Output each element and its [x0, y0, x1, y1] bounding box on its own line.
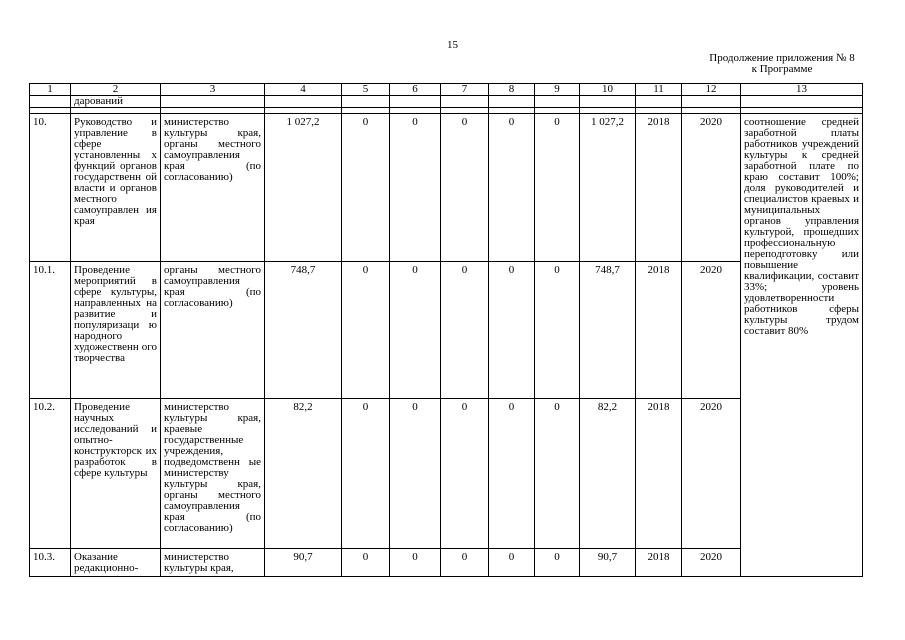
table-row: [30, 399, 863, 549]
value-cell: 0: [390, 262, 441, 399]
total-cell: 748,7: [265, 262, 342, 399]
column-header: 6: [390, 84, 441, 96]
measure-name: Проведение научных исследований и опытно-конструкторск их разработок в сфере культуры: [71, 399, 161, 549]
value-cell: 0: [535, 262, 580, 399]
value-cell: 0: [489, 262, 535, 399]
column-header: 4: [265, 84, 342, 96]
column-header: 5: [342, 84, 390, 96]
value-cell: 0: [390, 399, 441, 549]
value-cell: 0: [535, 114, 580, 262]
value-cell: 0: [535, 549, 580, 577]
value-cell: 0: [390, 114, 441, 262]
measure-name: Руководство и управление в сфере установленны х функций органов государственн ой власти и органов местного самоуправлен ия края: [71, 114, 161, 262]
value-cell: 0: [441, 549, 489, 577]
value-cell: 748,7: [580, 262, 636, 399]
row-number: 10.2.: [30, 399, 71, 549]
end-year: 2020: [682, 262, 741, 399]
column-header: 13: [741, 84, 863, 96]
program-table: [29, 83, 863, 577]
value-cell: 0: [489, 114, 535, 262]
end-year: 2020: [682, 549, 741, 577]
row-number: 10.1.: [30, 262, 71, 399]
start-year: 2018: [636, 262, 682, 399]
end-year: 2020: [682, 114, 741, 262]
value-cell: 0: [489, 549, 535, 577]
executor: органы местного самоуправления края (по согласованию): [161, 262, 265, 399]
total-cell: 1 027,2: [265, 114, 342, 262]
value-cell: 1 027,2: [580, 114, 636, 262]
value-cell: 0: [441, 114, 489, 262]
value-cell: 0: [342, 114, 390, 262]
column-header: 11: [636, 84, 682, 96]
executor: министерство культуры края,: [161, 549, 265, 577]
row-number: 10.: [30, 114, 71, 262]
continuation-line-2: к Программе: [751, 63, 813, 75]
column-header: 7: [441, 84, 489, 96]
continuation-line-1: Продолжение приложения № 8: [709, 52, 855, 64]
table-row: [30, 549, 863, 577]
value-cell: 0: [441, 262, 489, 399]
value-cell: 90,7: [580, 549, 636, 577]
column-header: 3: [161, 84, 265, 96]
column-header: 1: [30, 84, 71, 96]
carryover-row: [30, 96, 863, 108]
value-cell: 0: [342, 262, 390, 399]
measure-name: Оказание редакционно-: [71, 549, 161, 577]
start-year: 2018: [636, 114, 682, 262]
value-cell: 0: [489, 399, 535, 549]
total-cell: 82,2: [265, 399, 342, 549]
row-number: 10.3.: [30, 549, 71, 577]
value-cell: 0: [441, 399, 489, 549]
table-row: [30, 262, 863, 399]
table-row: [30, 114, 863, 262]
column-header: 12: [682, 84, 741, 96]
carryover-text: дарований: [71, 96, 161, 108]
continuation-note: [692, 53, 872, 75]
page-number: 15: [447, 39, 458, 51]
executor: министерство культуры края, органы местного самоуправления края (по согласованию): [161, 114, 265, 262]
value-cell: 0: [342, 549, 390, 577]
start-year: 2018: [636, 549, 682, 577]
value-cell: 0: [342, 399, 390, 549]
column-header: 8: [489, 84, 535, 96]
start-year: 2018: [636, 399, 682, 549]
measure-name: Проведение мероприятий в сфере культуры, направленных на развитие и популяризаци ю народного художественн ого творчества: [71, 262, 161, 399]
column-header: 9: [535, 84, 580, 96]
column-numbers-row: [30, 84, 863, 96]
end-year: 2020: [682, 399, 741, 549]
value-cell: 0: [535, 399, 580, 549]
value-cell: 82,2: [580, 399, 636, 549]
total-cell: 90,7: [265, 549, 342, 577]
indicators-cell: соотношение средней заработной платы работников учреждений культуры к средней заработной плате по краю составит 100%; доля руководителей и специалистов краевых и муниципальных органов управления культурой, прошедших профессиональную переподготовку или повышение квалификации, составит 33%; уровень удовлетворенности работников сферы культуры трудом составит 80%: [741, 114, 863, 577]
column-header: 2: [71, 84, 161, 96]
column-header: 10: [580, 84, 636, 96]
executor: министерство культуры края, краевые государственные учреждения, подведомственн ые министерству культуры края, органы местного самоуправления края (по согласованию): [161, 399, 265, 549]
value-cell: 0: [390, 549, 441, 577]
